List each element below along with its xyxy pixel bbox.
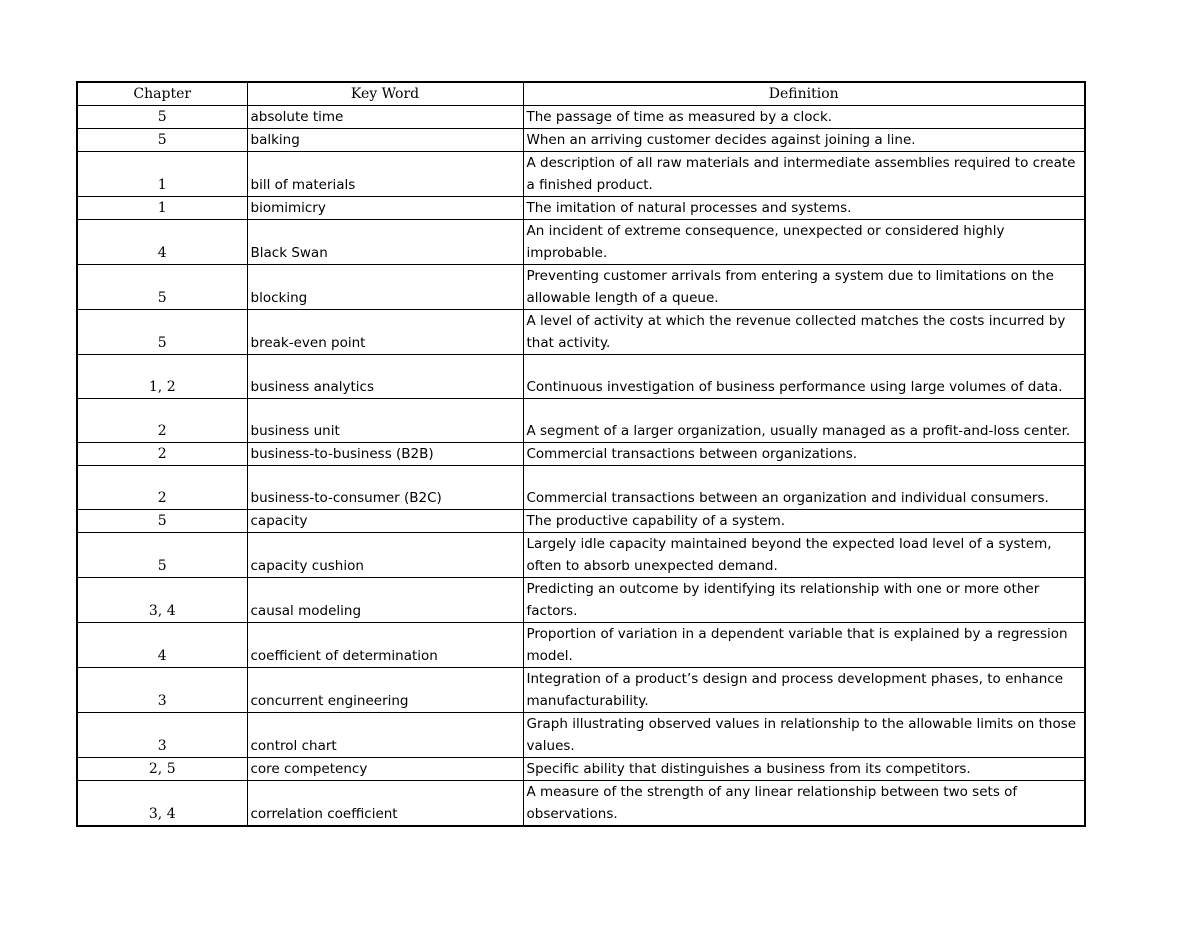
chapter-cell: 2, 5 bbox=[77, 758, 247, 781]
keyword-cell: correlation coefficient bbox=[247, 781, 523, 827]
definition-cell: A level of activity at which the revenue collected matches the costs incurred by that activity. bbox=[523, 310, 1085, 355]
keyword-cell: business-to-consumer (B2C) bbox=[247, 466, 523, 510]
keyword-cell: business unit bbox=[247, 399, 523, 443]
table-row bbox=[77, 355, 1085, 399]
definition-cell: Proportion of variation in a dependent variable that is explained by a regression model. bbox=[523, 623, 1085, 668]
definition-cell: Continuous investigation of business performance using large volumes of data. bbox=[523, 355, 1085, 399]
definition-cell: Integration of a product’s design and process development phases, to enhance manufacturability. bbox=[523, 668, 1085, 713]
table-row bbox=[77, 265, 1085, 310]
keyword-cell: Black Swan bbox=[247, 220, 523, 265]
definition-cell: Predicting an outcome by identifying its relationship with one or more other factors. bbox=[523, 578, 1085, 623]
table-row bbox=[77, 443, 1085, 466]
chapter-cell: 1 bbox=[77, 197, 247, 220]
definition-cell: Specific ability that distinguishes a business from its competitors. bbox=[523, 758, 1085, 781]
chapter-cell: 5 bbox=[77, 265, 247, 310]
keyword-cell: break-even point bbox=[247, 310, 523, 355]
keyword-header: Key Word bbox=[247, 82, 523, 106]
chapter-header: Chapter bbox=[77, 82, 247, 106]
table-row bbox=[77, 781, 1085, 827]
definition-cell: The passage of time as measured by a clock. bbox=[523, 106, 1085, 129]
table-row bbox=[77, 758, 1085, 781]
definition-cell: A measure of the strength of any linear relationship between two sets of observations. bbox=[523, 781, 1085, 827]
keyword-cell: absolute time bbox=[247, 106, 523, 129]
definition-header: Definition bbox=[523, 82, 1085, 106]
definition-cell: When an arriving customer decides against joining a line. bbox=[523, 129, 1085, 152]
table-row bbox=[77, 129, 1085, 152]
chapter-cell: 3, 4 bbox=[77, 781, 247, 827]
keyword-cell: blocking bbox=[247, 265, 523, 310]
table-row bbox=[77, 510, 1085, 533]
header-row bbox=[77, 82, 1085, 106]
chapter-cell: 3 bbox=[77, 713, 247, 758]
keyword-cell: capacity cushion bbox=[247, 533, 523, 578]
definition-cell: Preventing customer arrivals from entering a system due to limitations on the allowable length of a queue. bbox=[523, 265, 1085, 310]
definition-cell: An incident of extreme consequence, unexpected or considered highly improbable. bbox=[523, 220, 1085, 265]
definition-cell: A description of all raw materials and intermediate assemblies required to create a finished product. bbox=[523, 152, 1085, 197]
chapter-cell: 2 bbox=[77, 443, 247, 466]
table-row bbox=[77, 197, 1085, 220]
keyword-cell: coefficient of determination bbox=[247, 623, 523, 668]
keyword-cell: capacity bbox=[247, 510, 523, 533]
chapter-cell: 1, 2 bbox=[77, 355, 247, 399]
definition-cell: Largely idle capacity maintained beyond the expected load level of a system, often to absorb unexpected demand. bbox=[523, 533, 1085, 578]
chapter-cell: 5 bbox=[77, 129, 247, 152]
definition-cell: A segment of a larger organization, usually managed as a profit-and-loss center. bbox=[523, 399, 1085, 443]
definition-cell: The imitation of natural processes and systems. bbox=[523, 197, 1085, 220]
chapter-cell: 1 bbox=[77, 152, 247, 197]
chapter-cell: 4 bbox=[77, 220, 247, 265]
definition-cell: The productive capability of a system. bbox=[523, 510, 1085, 533]
table-row bbox=[77, 533, 1085, 578]
definition-cell: Graph illustrating observed values in relationship to the allowable limits on those values. bbox=[523, 713, 1085, 758]
table-row bbox=[77, 310, 1085, 355]
chapter-cell: 3 bbox=[77, 668, 247, 713]
keyword-cell: business-to-business (B2B) bbox=[247, 443, 523, 466]
table-row bbox=[77, 152, 1085, 197]
definition-cell: Commercial transactions between an organization and individual consumers. bbox=[523, 466, 1085, 510]
table-row bbox=[77, 106, 1085, 129]
table-row bbox=[77, 578, 1085, 623]
table-row bbox=[77, 623, 1085, 668]
keyword-cell: concurrent engineering bbox=[247, 668, 523, 713]
glossary-table bbox=[76, 81, 1086, 827]
keyword-cell: balking bbox=[247, 129, 523, 152]
keyword-cell: business analytics bbox=[247, 355, 523, 399]
table-row bbox=[77, 668, 1085, 713]
keyword-cell: causal modeling bbox=[247, 578, 523, 623]
keyword-cell: biomimicry bbox=[247, 197, 523, 220]
table-body bbox=[77, 106, 1085, 827]
chapter-cell: 5 bbox=[77, 310, 247, 355]
table-row bbox=[77, 220, 1085, 265]
chapter-cell: 5 bbox=[77, 106, 247, 129]
chapter-cell: 5 bbox=[77, 533, 247, 578]
chapter-cell: 2 bbox=[77, 399, 247, 443]
table-row bbox=[77, 466, 1085, 510]
keyword-cell: core competency bbox=[247, 758, 523, 781]
chapter-cell: 4 bbox=[77, 623, 247, 668]
table-row bbox=[77, 399, 1085, 443]
chapter-cell: 5 bbox=[77, 510, 247, 533]
table-row bbox=[77, 713, 1085, 758]
chapter-cell: 2 bbox=[77, 466, 247, 510]
keyword-cell: control chart bbox=[247, 713, 523, 758]
keyword-cell: bill of materials bbox=[247, 152, 523, 197]
definition-cell: Commercial transactions between organizations. bbox=[523, 443, 1085, 466]
chapter-cell: 3, 4 bbox=[77, 578, 247, 623]
